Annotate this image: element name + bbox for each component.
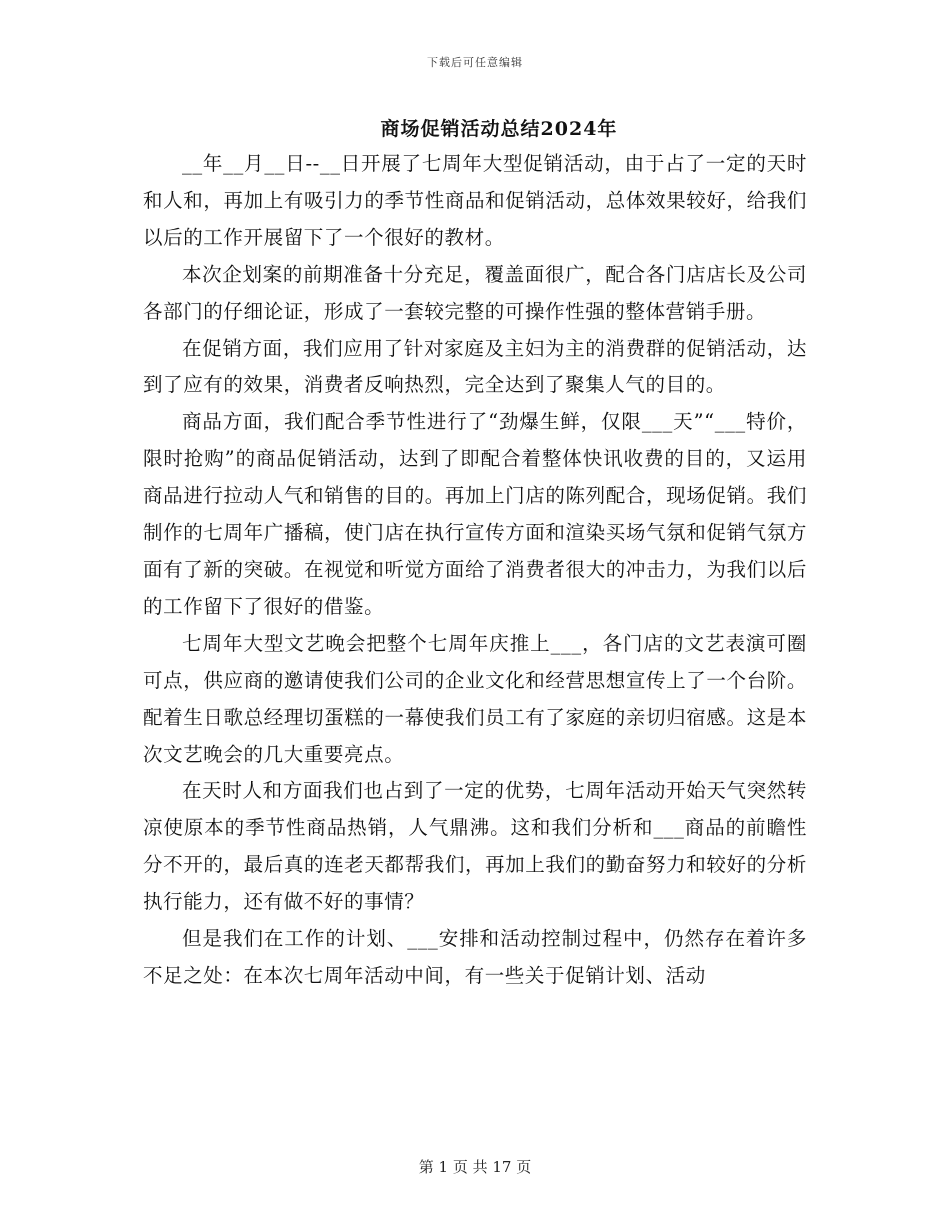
paragraph: 本次企划案的前期准备十分充足，覆盖面很广，配合各门店店长及公司各部门的仔细论证，形成了一套较完整的可操作性强的整体营销手册。: [143, 262, 807, 323]
header-note: 下载后可任意编辑: [427, 56, 523, 69]
page-number: 第 1 页 共 17 页: [418, 1158, 532, 1176]
document-title: 商场促销活动总结2024年: [380, 118, 618, 140]
paragraph: __年__月__日--__日开展了七周年大型促销活动，由于占了一定的天时和人和，再加上有吸引力的季节性商品和促销活动，总体效果较好，给我们以后的工作开展留下了一个很好的教材。: [143, 152, 807, 249]
paragraph: 在天时人和方面我们也占到了一定的优势，七周年活动开始天气突然转凉使原本的季节性商品热销，人气鼎沸。这和我们分析和___商品的前瞻性分不开的，最后真的连老天都帮我们，再加上我们的勤奋努力和较好的分析执行能力，还有做不好的事情？: [143, 779, 807, 914]
document-body: [143, 146, 807, 995]
paragraph: 但是我们在工作的计划、___安排和活动控制过程中，仍然存在着许多不足之处：在本次七周年活动中间，有一些关于促销计划、活动: [143, 927, 807, 987]
paragraph: 商品方面，我们配合季节性进行了“劲爆生鲜，仅限___天”“___特价，限时抢购”的商品促销活动，达到了即配合着整体快讯收费的目的，又运用商品进行拉动人气和销售的目的。再加上门店的陈列配合，现场促销。我们制作的七周年广播稿，使门店在执行宣传方面和渲染买场气氛和促销气氛方面有了新的突破。在视觉和听觉方面给了消费者很大的冲击力，为我们以后的工作留下了很好的借鉴。: [143, 410, 807, 618]
paragraph: 七周年大型文艺晚会把整个七周年庆推上___，各门店的文艺表演可圈可点，供应商的邀请使我们公司的企业文化和经营思想宣传上了一个台阶。配着生日歌总经理切蛋糕的一幕使我们员工有了家庭的亲切归宿感。这是本次文艺晚会的几大重要亮点。: [143, 631, 807, 766]
paragraph: 在促销方面，我们应用了针对家庭及主妇为主的消费群的促销活动，达到了应有的效果，消费者反响热烈，完全达到了聚集人气的目的。: [143, 336, 807, 397]
